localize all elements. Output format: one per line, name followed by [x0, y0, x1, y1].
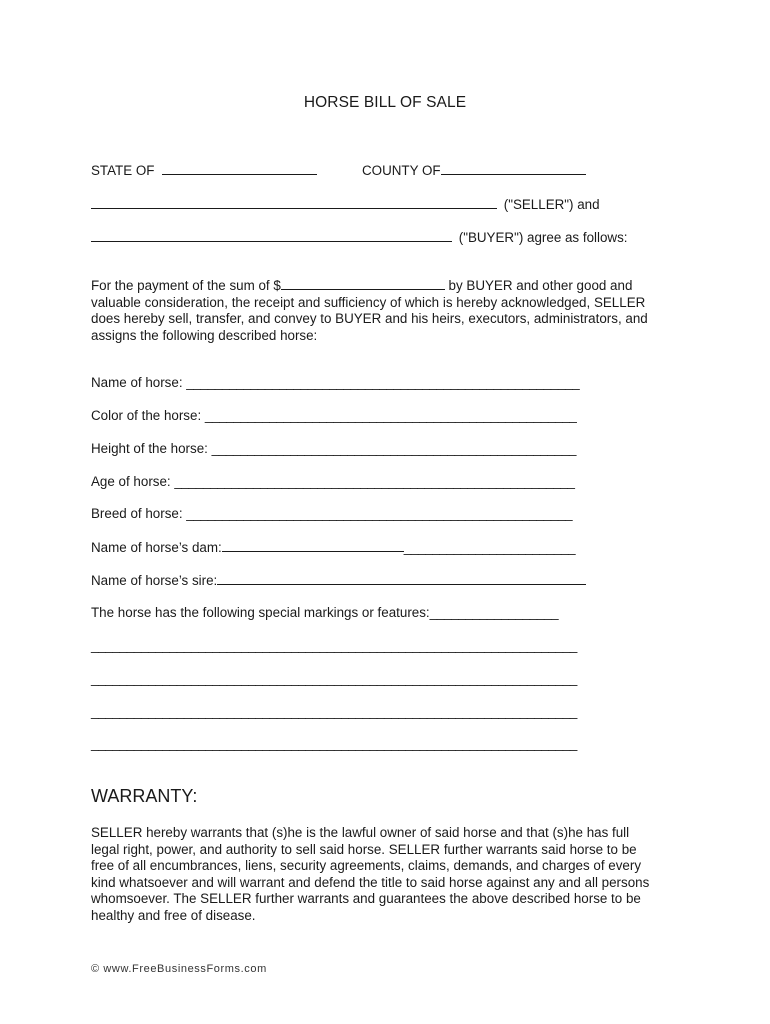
dam-field-row	[91, 539, 575, 555]
sire-field[interactable]	[217, 572, 586, 585]
payment-line-1	[91, 277, 681, 295]
markings-extra-line-2[interactable]: ____________________________________________________________________	[91, 671, 578, 686]
sire-field-row	[91, 572, 586, 588]
breed-label: Breed of horse:	[91, 506, 183, 521]
dam-field[interactable]	[222, 539, 404, 552]
footer-copyright: © www.FreeBusinessForms.com	[91, 963, 267, 975]
color-label: Color of the horse:	[91, 408, 202, 423]
payment-line-4: assigns the following described horse:	[91, 327, 318, 343]
markings-field-row	[91, 605, 558, 620]
warranty-line-6: healthy and free of disease.	[91, 907, 256, 923]
state-county-row	[91, 162, 317, 178]
payment-paragraph	[91, 277, 681, 344]
payment-line-2: valuable consideration, the receipt and sufficiency of which is hereby acknowledged, SELLER	[91, 294, 646, 310]
warranty-heading: WARRANTY:	[91, 786, 198, 806]
age-field[interactable]: ________________________________________________________	[174, 474, 575, 489]
state-field[interactable]	[162, 162, 317, 175]
payment-line-1-post: by BUYER and other good and	[448, 278, 633, 293]
county-field[interactable]	[441, 162, 586, 175]
state-label: STATE OF	[91, 163, 155, 178]
warranty-line-2: legal right, power, and authority to sell said horse. SELLER further warrants said horse to be	[91, 841, 637, 857]
document-title: HORSE BILL OF SALE	[303, 94, 467, 111]
name-field[interactable]: _______________________________________________________	[186, 375, 580, 390]
age-field-row	[91, 474, 575, 489]
name-field-row	[91, 375, 579, 390]
payment-amount-field[interactable]	[281, 277, 445, 290]
warranty-line-1: SELLER hereby warrants that (s)he is the lawful owner of said horse and that (s)he has full	[91, 825, 630, 840]
markings-extra-line-3[interactable]: ____________________________________________________________________	[91, 704, 578, 719]
county-row	[362, 162, 586, 178]
markings-field[interactable]: __________________	[429, 605, 559, 620]
height-field-row	[91, 441, 576, 456]
buyer-suffix: ("BUYER") agree as follows:	[458, 230, 628, 245]
color-field-row	[91, 408, 577, 423]
buyer-row	[91, 229, 628, 245]
dam-label: Name of horse’s dam:	[91, 540, 222, 555]
seller-row	[91, 196, 600, 212]
county-label: COUNTY OF	[362, 163, 441, 178]
name-label: Name of horse:	[91, 375, 183, 390]
markings-extra-line-4[interactable]: ____________________________________________________________________	[91, 736, 578, 751]
warranty-line-4: kind whatsoever and will warrant and defend the title to said horse against any and all persons	[91, 874, 650, 890]
warranty-paragraph	[91, 825, 681, 924]
breed-field[interactable]: ______________________________________________________	[186, 506, 573, 521]
markings-label: The horse has the following special markings or features:	[91, 605, 430, 620]
dam-field-extension[interactable]: ________________________	[403, 540, 576, 555]
payment-line-1-pre: For the payment of the sum of $	[91, 278, 281, 293]
height-label: Height of the horse:	[91, 441, 208, 456]
buyer-name-field[interactable]	[91, 229, 452, 242]
sire-label: Name of horse’s sire:	[91, 573, 218, 588]
warranty-line-5: whomsoever. The SELLER further warrants and guarantees the above described horse to be	[91, 891, 641, 906]
seller-suffix: ("SELLER") and	[503, 197, 600, 212]
color-field[interactable]: ____________________________________________________	[204, 408, 577, 423]
height-field[interactable]: ___________________________________________________	[211, 441, 577, 456]
age-label: Age of horse:	[91, 474, 171, 489]
markings-extra-line-1[interactable]: ____________________________________________________________________	[91, 638, 578, 653]
warranty-line-3: free of all encumbrances, liens, security agreements, claims, demands, and charges of every	[91, 858, 642, 873]
seller-name-field[interactable]	[91, 196, 497, 209]
breed-field-row	[91, 506, 572, 521]
payment-line-3: does hereby sell, transfer, and convey to BUYER and his heirs, executors, administrators, and	[91, 311, 648, 326]
